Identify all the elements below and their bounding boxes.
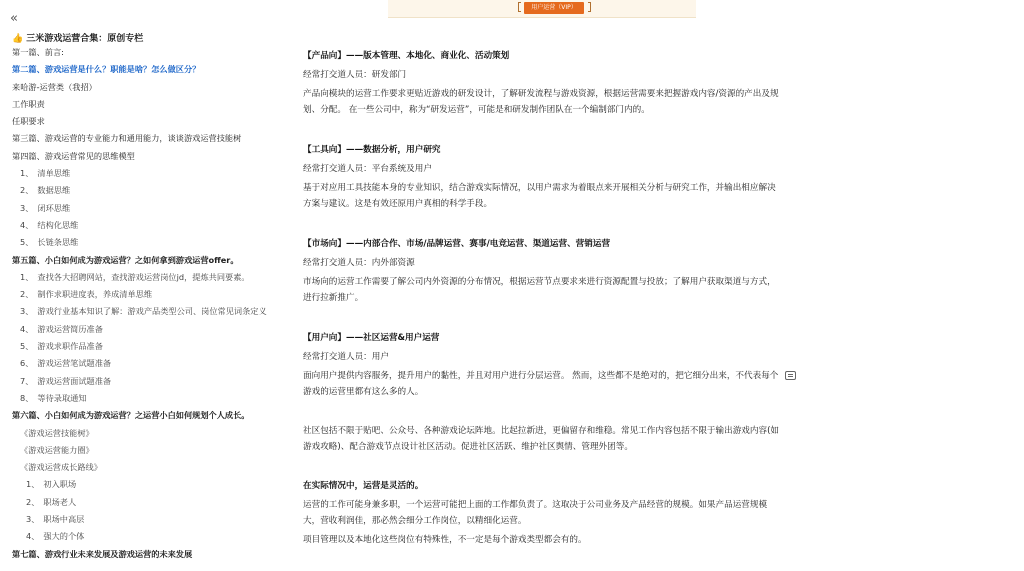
toc-item-label: 游戏求职作品准备 bbox=[37, 341, 103, 352]
toc-item[interactable] bbox=[0, 79, 272, 96]
toc-item-number: 4、 bbox=[26, 531, 40, 542]
toc-item-label: 第四篇、游戏运营常见的思维模型 bbox=[12, 150, 135, 161]
toc-item[interactable] bbox=[0, 390, 272, 407]
toc-item-label: 第六篇、小白如何成为游戏运营？之运营小白如何规划个人成长。 bbox=[12, 410, 250, 421]
toc-list bbox=[0, 44, 272, 563]
toc-item[interactable] bbox=[0, 425, 272, 442]
toc-item-number: 1、 bbox=[20, 168, 34, 179]
section-heading: 在实际情况中，运营是灵活的。 bbox=[303, 481, 424, 491]
toc-item-number: 2、 bbox=[20, 185, 34, 196]
toc-item[interactable] bbox=[0, 148, 272, 165]
toc-item-number: 6、 bbox=[20, 358, 34, 369]
paragraph: 经常打交道人员：内外部资源 bbox=[303, 258, 415, 268]
paragraph: 市场向的运营工作需要了解公司内外资源的分布情况，根据运营节点要求来进行资源配置与投放；了解用户获取渠道与方式，进行拉新推广。 bbox=[303, 277, 776, 303]
toc-item-label: 《游戏运营成长路线》 bbox=[20, 462, 102, 473]
toc-item-label: 强大的个体 bbox=[43, 531, 85, 542]
paragraph: 运营的工作可能身兼多职，一个运营可能把上面的工作都负责了。这取决于公司业务及产品经营的规模。如果产品运营规模大，营收利润佳，那必然会细分工作岗位，以精细化运营。 bbox=[303, 500, 768, 526]
toc-item[interactable] bbox=[0, 459, 272, 476]
toc-item[interactable] bbox=[0, 130, 272, 147]
paragraph: 项目管理以及本地化这些岗位有特殊性，不一定是每个游戏类型都会有的。 bbox=[303, 535, 587, 545]
top-banner bbox=[388, 0, 696, 18]
toc-item-label: 第七篇、游戏行业未来发展及游戏运营的未来发展 bbox=[12, 548, 193, 559]
toc-title-text: 三米游戏运营合集：原创专栏 bbox=[26, 34, 144, 44]
paragraph: 经常打交道人员：用户 bbox=[303, 352, 389, 362]
toc-item[interactable] bbox=[0, 252, 272, 269]
section-heading: 【用户向】——社区运营&用户运营 bbox=[303, 333, 440, 343]
toc-item[interactable] bbox=[0, 234, 272, 251]
toc-item-label: 闭环思维 bbox=[37, 202, 71, 213]
toc-item[interactable] bbox=[0, 511, 272, 528]
toc-item-number: 3、 bbox=[20, 306, 34, 317]
toc-item[interactable] bbox=[0, 200, 272, 217]
toc-item-label: 等待录取通知 bbox=[37, 392, 87, 403]
toc-item-label: 来哈游-运营类（我招） bbox=[12, 81, 97, 92]
toc-item-number: 2、 bbox=[26, 496, 40, 507]
thumbs-up-icon: 👍 bbox=[12, 34, 24, 44]
paragraph: 社区包括不限于贴吧、公众号、各种游戏论坛阵地。比起拉新进，更偏留存和维稳。常见工作内容包括不限于输出游戏内容(如游戏攻略)、配合游戏节点设计社区活动。促进社区活跃、维护社区舆情、管理外团等。 bbox=[303, 426, 780, 452]
toc-item[interactable] bbox=[0, 61, 272, 78]
toc-item-label: 第一篇、前言: bbox=[12, 47, 64, 57]
toc-item-label: 第三篇、游戏运营的专业能力和通用能力，谈谈游戏运营技能树 bbox=[12, 133, 242, 144]
toc-item-label: 任职要求 bbox=[12, 116, 45, 127]
collapse-sidebar-icon[interactable]: « bbox=[10, 11, 18, 26]
toc-item[interactable] bbox=[0, 373, 272, 390]
toc-item-number: 4、 bbox=[20, 323, 34, 334]
section-heading: 【市场向】——内部合作、市场/品牌运营、赛事/电竞运营、渠道运营、营销运营 bbox=[303, 239, 611, 249]
toc-item-label: 数据思维 bbox=[37, 185, 71, 196]
toc-item[interactable] bbox=[0, 407, 272, 424]
section-heading: 【产品向】——版本管理、本地化、商业化、活动策划 bbox=[303, 51, 510, 61]
toc-item[interactable] bbox=[0, 217, 272, 234]
toc-item-label: 《游戏运营能力圈》 bbox=[20, 444, 94, 455]
toc-item[interactable] bbox=[0, 269, 272, 286]
toc-item-label: 工作职责 bbox=[12, 98, 45, 109]
toc-item-number: 2、 bbox=[20, 289, 34, 300]
toc-item-number: 4、 bbox=[20, 219, 34, 230]
toc-item[interactable] bbox=[0, 338, 272, 355]
paragraph: 经常打交道人员：研发部门 bbox=[303, 70, 407, 80]
toc-item[interactable] bbox=[0, 303, 272, 320]
toc-item[interactable] bbox=[0, 355, 272, 372]
toc-item[interactable] bbox=[0, 165, 272, 182]
toc-item[interactable] bbox=[0, 182, 272, 199]
paragraph: 面向用户提供内容服务，提升用户的黏性，并且对用户进行分层运营。 然而，这些都不是绝对的，把它细分出来，不代表每个游戏的运营里都有这么多的人。 bbox=[303, 371, 779, 397]
toc-item-label: 游戏运营简历准备 bbox=[37, 323, 103, 334]
toc-item[interactable] bbox=[0, 476, 272, 493]
toc-item-label: 查找各大招聘网站，查找游戏运营岗位jd，提炼共同要素。 bbox=[37, 271, 250, 282]
toc-item-label: 第五篇、小白如何成为游戏运营？之如何拿到游戏运营offer。 bbox=[12, 254, 239, 265]
banner-bracket-left bbox=[518, 2, 521, 12]
toc-item-number: 5、 bbox=[20, 237, 34, 248]
toc-item-number: 5、 bbox=[20, 341, 34, 352]
toc-item[interactable] bbox=[0, 546, 272, 563]
toc-item[interactable] bbox=[0, 528, 272, 545]
toc-item-number: 8、 bbox=[20, 392, 34, 403]
toc-sidebar bbox=[0, 0, 272, 571]
banner-bracket-right bbox=[588, 2, 591, 12]
toc-item-label: 职场中高层 bbox=[43, 514, 85, 525]
toc-item-label: 制作求职进度表，养成清单思维 bbox=[37, 289, 153, 300]
toc-item[interactable] bbox=[0, 321, 272, 338]
toc-item[interactable] bbox=[0, 442, 272, 459]
toc-item-label: 结构化思维 bbox=[37, 219, 79, 230]
toc-item-label: 职场老人 bbox=[43, 496, 77, 507]
toc-item-number: 1、 bbox=[20, 271, 34, 282]
toc-item-number: 3、 bbox=[20, 202, 34, 213]
toc-item-number: 7、 bbox=[20, 375, 34, 386]
toc-item-number: 3、 bbox=[26, 514, 40, 525]
toc-item-label: 清单思维 bbox=[37, 168, 71, 179]
toc-item-label: 游戏运营笔试题准备 bbox=[37, 358, 112, 369]
toc-item-label: 游戏运营面试题准备 bbox=[37, 375, 112, 386]
toc-item-number: 1、 bbox=[26, 479, 40, 490]
toc-item[interactable] bbox=[0, 44, 272, 61]
paragraph: 基于对应用工具技能本身的专业知识，结合游戏实际情况，以用户需求为着眼点来开展相关分析与研究工作，并输出相应解决方案与建议。这是有效还原用户真相的科学手段。 bbox=[303, 183, 776, 209]
toc-item-label: 《游戏运营技能树》 bbox=[20, 427, 94, 438]
toc-item-label: 长链条思维 bbox=[37, 237, 79, 248]
vip-button[interactable]: 用户运营（VIP） bbox=[524, 2, 584, 14]
toc-item[interactable] bbox=[0, 113, 272, 130]
toc-item[interactable] bbox=[0, 494, 272, 511]
section-heading: 【工具向】——数据分析，用户研究 bbox=[303, 145, 441, 155]
toc-item[interactable] bbox=[0, 96, 272, 113]
paragraph: 产品向模块的运营工作要求更贴近游戏的研发设计，了解研发流程与游戏资源，根据运营需要来把握游戏内容/资源的产出及规划、分配。 在一些公司中，称为“研发运营”，可能是和研发制作团队在一个编制部门内的。 bbox=[303, 89, 779, 115]
paragraph: 经常打交道人员：平台系统及用户 bbox=[303, 164, 432, 174]
comment-icon[interactable] bbox=[785, 371, 796, 380]
toc-item[interactable] bbox=[0, 286, 272, 303]
toc-item-label: 第二篇、游戏运营是什么？职能是啥？怎么做区分？ bbox=[12, 64, 201, 75]
toc-item-label: 游戏行业基本知识了解：游戏产品类型公司、岗位常见词条定义 bbox=[37, 306, 267, 317]
toc-title bbox=[12, 31, 143, 44]
toc-item-label: 初入职场 bbox=[43, 479, 77, 490]
